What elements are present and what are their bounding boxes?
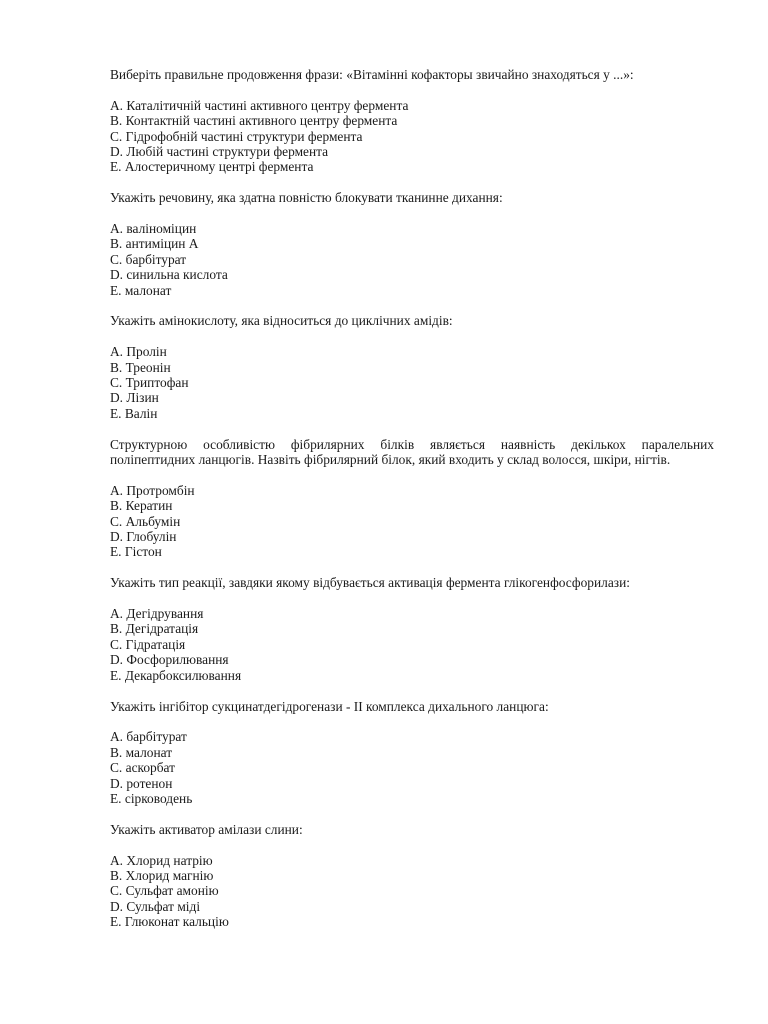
question-text: Укажіть речовину, яка здатна повністю блокувати тканинне дихання: <box>110 190 503 206</box>
question-text: Укажіть активатор амілази слини: <box>110 821 303 837</box>
answer-option-c: C. Гідрофобній частині структури фермента <box>110 128 363 144</box>
answer-option-e: E. Гістон <box>110 544 162 560</box>
answer-option-d: D. Фосфорилювання <box>110 652 229 668</box>
answer-option-b: B. малонат <box>110 744 173 760</box>
answer-option-a: A. валіноміцин <box>110 221 197 237</box>
answer-option-b: B. Кератин <box>110 498 173 514</box>
answer-option-d: D. Любій частині структури фермента <box>110 144 329 160</box>
answer-options <box>110 729 714 806</box>
question-text: Структурною особливістю фібрилярних білків являється наявність декількох паралельних поліпептидних ланцюгів. Назвіть фібрилярний білок, який входить у склад волосся, шкіри, нігтів. <box>110 436 714 468</box>
answer-option-a: A. Хлорид натрію <box>110 852 213 868</box>
answer-option-c: C. Триптофан <box>110 375 189 391</box>
answer-options <box>110 98 714 175</box>
answer-options <box>110 606 714 683</box>
question-text: Виберіть правильне продовження фрази: «Вітамінні кофакторы звичайно знаходяться у ...»: <box>110 67 634 82</box>
question-2 <box>110 190 714 298</box>
answer-option-e: E. сірководень <box>110 790 193 806</box>
answer-option-d: D. Глобулін <box>110 529 177 545</box>
question-5 <box>110 575 714 683</box>
answer-option-d: D. Сульфат міді <box>110 898 201 914</box>
document-page <box>110 67 714 945</box>
answer-option-b: B. антиміцин А <box>110 236 199 252</box>
answer-options <box>110 483 714 560</box>
answer-option-a: A. барбітурат <box>110 729 187 745</box>
answer-option-a: A. Дегідрування <box>110 606 204 622</box>
question-3 <box>110 313 714 421</box>
question-text: Укажіть інгібітор сукцинатдегідрогенази - II комплекса дихального ланцюга: <box>110 698 549 714</box>
answer-option-e: E. Валін <box>110 405 158 421</box>
answer-option-c: C. аскорбат <box>110 760 175 776</box>
answer-option-e: E. малонат <box>110 282 172 298</box>
answer-option-a: A. Протромбін <box>110 482 195 498</box>
answer-option-b: B. Хлорид магнію <box>110 867 214 883</box>
answer-option-b: B. Треонін <box>110 359 171 375</box>
answer-option-d: D. синильна кислота <box>110 267 228 283</box>
question-text: Укажіть тип реакції, завдяки якому відбувається активація фермента глікогенфосфорилази: <box>110 575 630 591</box>
answer-options <box>110 853 714 930</box>
answer-option-e: E. Глюконат кальцію <box>110 914 229 930</box>
answer-options <box>110 221 714 298</box>
question-text: Укажіть амінокислоту, яка відноситься до циклічних амідів: <box>110 313 453 329</box>
answer-option-d: D. Лізин <box>110 390 159 406</box>
question-7 <box>110 822 714 930</box>
question-1 <box>110 67 714 175</box>
answer-option-d: D. ротенон <box>110 775 173 791</box>
answer-option-a: A. Пролін <box>110 344 167 360</box>
answer-option-e: E. Алостеричному центрі фермента <box>110 159 314 175</box>
question-4 <box>110 437 714 560</box>
answer-option-c: C. Сульфат амонію <box>110 883 219 899</box>
answer-option-e: E. Декарбоксилювання <box>110 667 242 683</box>
answer-option-c: C. Гідратація <box>110 636 186 652</box>
answer-option-b: B. Контактній частині активного центру фермента <box>110 113 398 129</box>
answer-option-c: C. Альбумін <box>110 513 181 529</box>
question-6 <box>110 699 714 807</box>
answer-option-b: B. Дегідратація <box>110 621 199 637</box>
answer-option-c: C. барбітурат <box>110 251 187 267</box>
answer-options <box>110 344 714 421</box>
answer-option-a: A. Каталітичній частині активного центру фермента <box>110 97 409 113</box>
